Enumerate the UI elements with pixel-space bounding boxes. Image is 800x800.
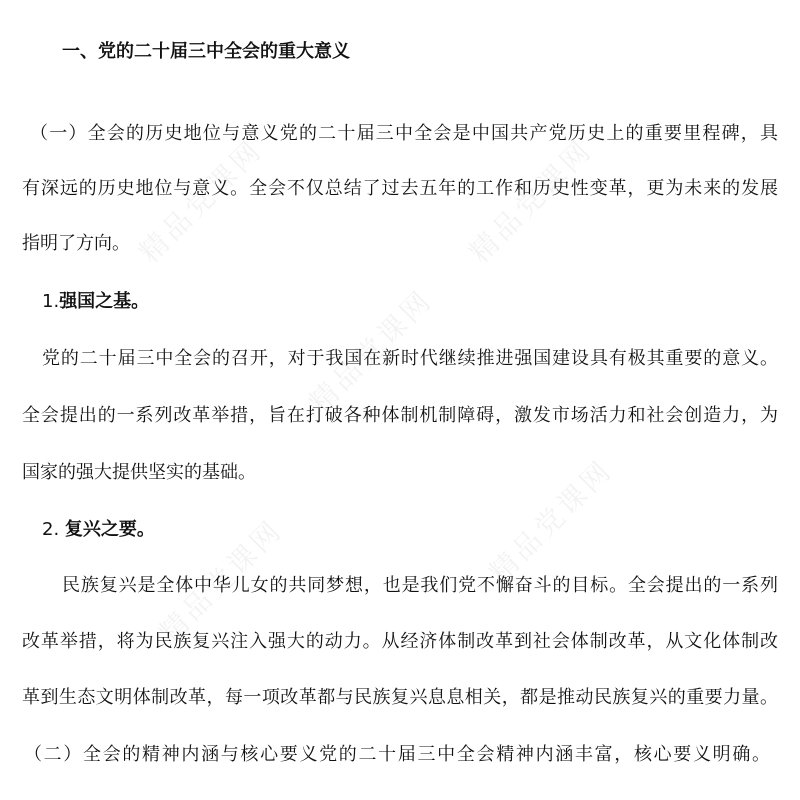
watermark: 精品党课网 [152,512,290,650]
paragraph-line: 民族复兴是全体中华儿女的共同梦想，也是我们党不懈奋斗的目标。全会提出的一系列 [62,575,778,596]
paragraph-line: 有深远的历史地位与意义。全会不仅总结了过去五年的工作和历史性变革，更为未来的发展 [22,178,778,199]
paragraph-line: 革到生态文明体制改革，每一项改革都与民族复兴息息相关，都是推动民族复兴的重要力量。 [22,687,778,708]
point-number: 2. [42,519,60,540]
paragraph-line: 党的二十届三中全会的召开，对于我国在新时代继续推进强国建设具有极其重要的意义。 [42,348,778,369]
point-number: 1. [42,291,60,312]
paragraph-line: 改革举措，将为民族复兴注入强大的动力。从经济体制改革到社会体制改革，从文化体制改 [22,631,778,652]
page-title: 一、党的二十届三中全会的重大意义 [62,41,350,62]
paragraph-line: 指明了方向。 [22,233,130,254]
paragraph-line: 国家的强大提供坚实的基础。 [22,462,256,483]
paragraph-line: （二）全会的精神内涵与核心要义党的二十届三中全会精神内涵丰富，核心要义明确。 [24,744,770,765]
point-heading [42,289,149,315]
paragraph-line: （一）全会的历史地位与意义党的二十届三中全会是中国共产党历史上的重要里程碑，具 [30,123,778,144]
paragraph-line: 全会提出的一系列改革举措，旨在打破各种体制机制障碍，激发市场活力和社会创造力，为 [22,405,778,426]
watermark: 精品党课网 [482,452,620,590]
point-title: 强国之基。 [59,291,150,312]
watermark: 精品党课网 [302,282,440,420]
watermark: 精品党课网 [462,132,600,270]
watermark: 精品党课网 [132,132,270,270]
point-heading [42,517,155,543]
point-title: 复兴之要。 [64,519,155,540]
